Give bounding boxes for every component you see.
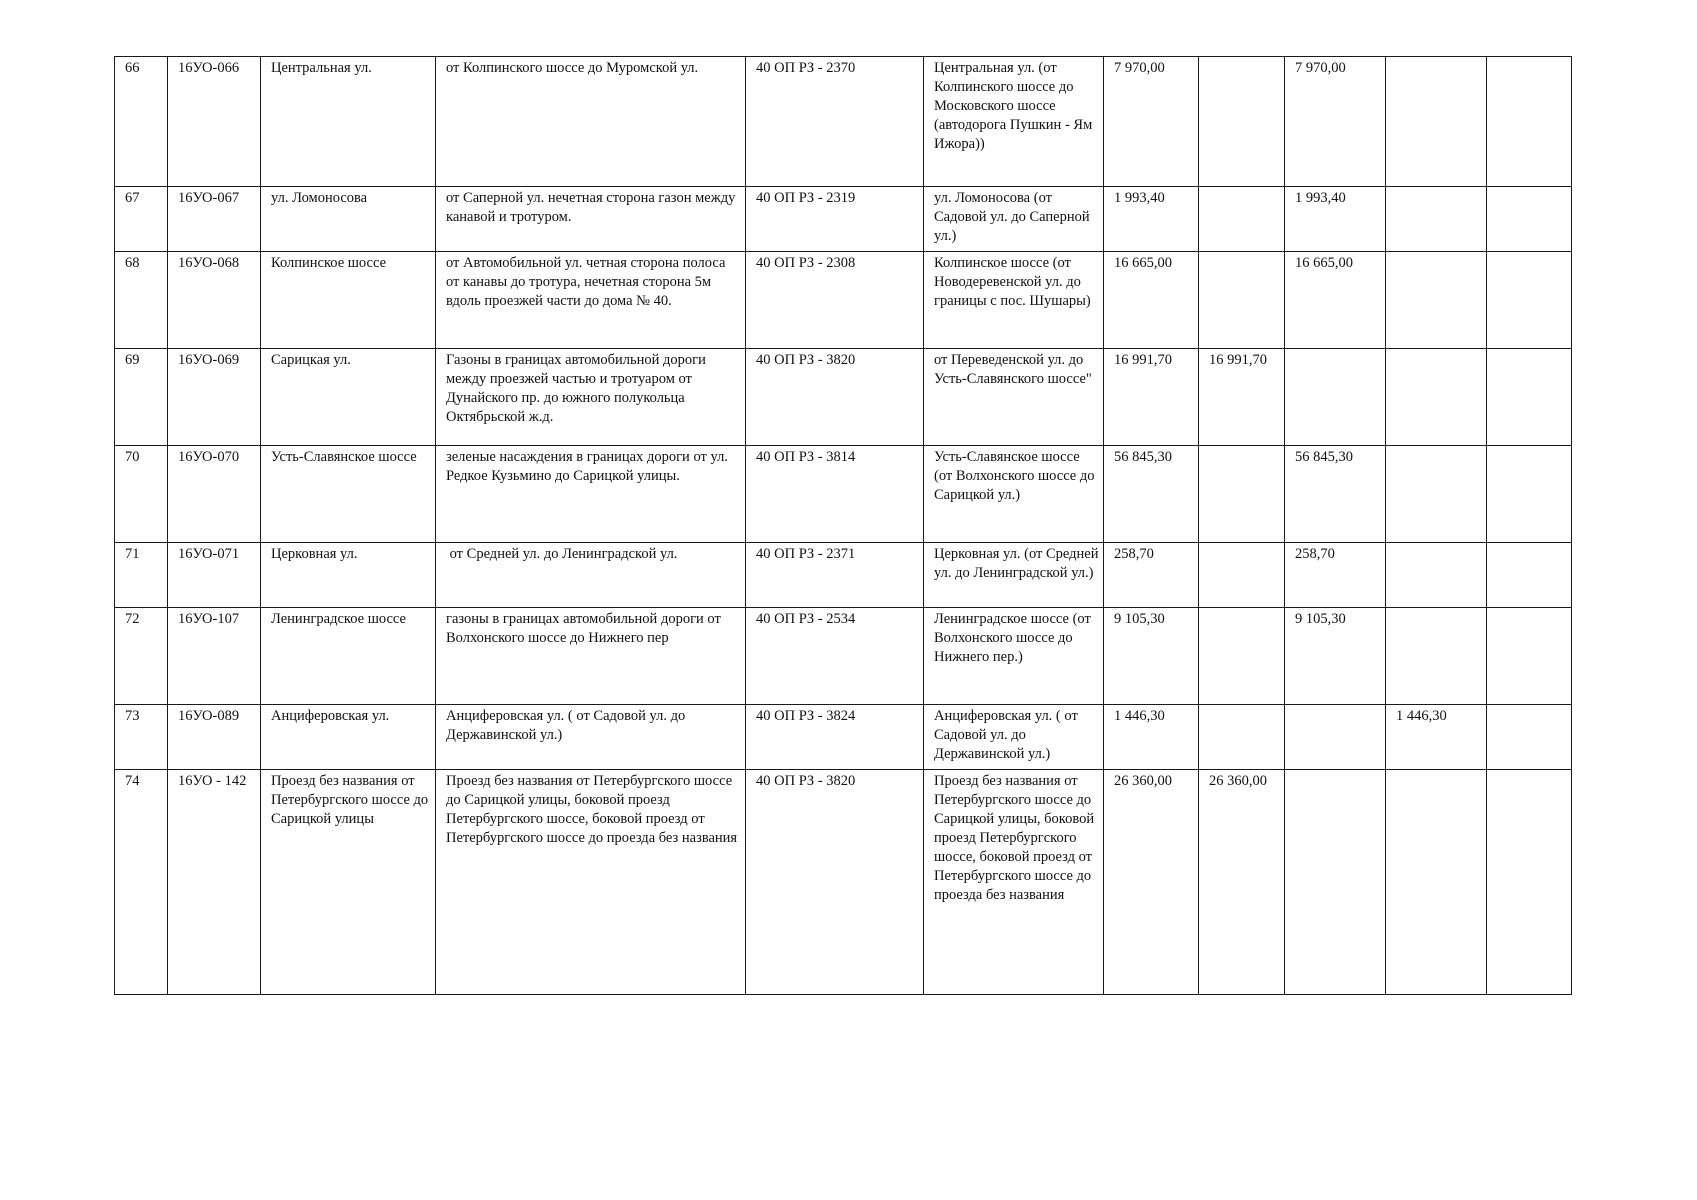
road-name: Центральная ул. (от Колпинского шоссе до Московского шоссе (автодорога Пушкин - Ям Ижора)) bbox=[924, 57, 1104, 187]
area-col-a bbox=[1199, 187, 1285, 252]
object-name: Проезд без названия от Петербургского шоссе до Сарицкой улицы bbox=[261, 770, 436, 995]
area-col-d bbox=[1487, 349, 1572, 446]
area-col-b: 7 970,00 bbox=[1285, 57, 1386, 187]
object-description: Газоны в границах автомобильной дороги между проезжей частью и тротуаром от Дунайского пр. до южного полукольца Октябрьской ж.д. bbox=[436, 349, 746, 446]
object-name: Колпинское шоссе bbox=[261, 252, 436, 349]
area-col-b: 16 665,00 bbox=[1285, 252, 1386, 349]
object-code: 16УО-068 bbox=[168, 252, 261, 349]
area-col-c: 1 446,30 bbox=[1386, 705, 1487, 770]
area-col-a bbox=[1199, 543, 1285, 608]
area-col-b bbox=[1285, 705, 1386, 770]
road-id: 40 ОП РЗ - 2308 bbox=[746, 252, 924, 349]
area-col-b bbox=[1285, 770, 1386, 995]
registry-table-body bbox=[115, 57, 1572, 995]
object-code: 16УО-107 bbox=[168, 608, 261, 705]
area-col-a bbox=[1199, 705, 1285, 770]
object-name: Центральная ул. bbox=[261, 57, 436, 187]
object-name: Анциферовская ул. bbox=[261, 705, 436, 770]
table-row bbox=[115, 57, 1572, 187]
road-name: Усть-Славянское шоссе (от Волхонского шоссе до Сарицкой ул.) bbox=[924, 446, 1104, 543]
table-row bbox=[115, 349, 1572, 446]
area-col-c bbox=[1386, 608, 1487, 705]
area-col-b: 258,70 bbox=[1285, 543, 1386, 608]
road-name: Церковная ул. (от Средней ул. до Ленинградской ул.) bbox=[924, 543, 1104, 608]
area-col-c bbox=[1386, 187, 1487, 252]
object-code: 16УО-071 bbox=[168, 543, 261, 608]
road-name: Колпинское шоссе (от Новодеревенской ул. до границы с пос. Шушары) bbox=[924, 252, 1104, 349]
area-total: 56 845,30 bbox=[1104, 446, 1199, 543]
area-col-b bbox=[1285, 349, 1386, 446]
road-id: 40 ОП РЗ - 3820 bbox=[746, 770, 924, 995]
area-col-d bbox=[1487, 446, 1572, 543]
object-name: Усть-Славянское шоссе bbox=[261, 446, 436, 543]
area-total: 16 991,70 bbox=[1104, 349, 1199, 446]
object-code: 16УО-066 bbox=[168, 57, 261, 187]
road-id: 40 ОП РЗ - 2534 bbox=[746, 608, 924, 705]
table-row bbox=[115, 446, 1572, 543]
road-id: 40 ОП РЗ - 2370 bbox=[746, 57, 924, 187]
area-col-a: 16 991,70 bbox=[1199, 349, 1285, 446]
area-col-c bbox=[1386, 446, 1487, 543]
object-description: от Колпинского шоссе до Муромской ул. bbox=[436, 57, 746, 187]
area-col-a: 26 360,00 bbox=[1199, 770, 1285, 995]
road-name: от Переведенской ул. до Усть-Славянского шоссе" bbox=[924, 349, 1104, 446]
area-col-c bbox=[1386, 770, 1487, 995]
table-row bbox=[115, 543, 1572, 608]
row-number: 66 bbox=[115, 57, 168, 187]
area-total: 7 970,00 bbox=[1104, 57, 1199, 187]
object-description: газоны в границах автомобильной дороги от Волхонского шоссе до Нижнего пер bbox=[436, 608, 746, 705]
area-total: 258,70 bbox=[1104, 543, 1199, 608]
area-total: 1 446,30 bbox=[1104, 705, 1199, 770]
table-row bbox=[115, 770, 1572, 995]
road-id: 40 ОП РЗ - 2371 bbox=[746, 543, 924, 608]
row-number: 70 bbox=[115, 446, 168, 543]
area-col-d bbox=[1487, 187, 1572, 252]
road-name: Ленинградское шоссе (от Волхонского шоссе до Нижнего пер.) bbox=[924, 608, 1104, 705]
object-description: от Саперной ул. нечетная сторона газон между канавой и тротуром. bbox=[436, 187, 746, 252]
object-code: 16УО-069 bbox=[168, 349, 261, 446]
row-number: 69 bbox=[115, 349, 168, 446]
row-number: 73 bbox=[115, 705, 168, 770]
table-row bbox=[115, 252, 1572, 349]
object-description: от Автомобильной ул. четная сторона полоса от канавы до тротура, нечетная сторона 5м вдоль проезжей части до дома № 40. bbox=[436, 252, 746, 349]
row-number: 74 bbox=[115, 770, 168, 995]
area-col-c bbox=[1386, 543, 1487, 608]
object-description: от Средней ул. до Ленинградской ул. bbox=[436, 543, 746, 608]
table-row bbox=[115, 608, 1572, 705]
road-id: 40 ОП РЗ - 3824 bbox=[746, 705, 924, 770]
area-total: 9 105,30 bbox=[1104, 608, 1199, 705]
road-name: ул. Ломоносова (от Садовой ул. до Саперной ул.) bbox=[924, 187, 1104, 252]
road-id: 40 ОП РЗ - 3814 bbox=[746, 446, 924, 543]
row-number: 72 bbox=[115, 608, 168, 705]
object-code: 16УО-089 bbox=[168, 705, 261, 770]
area-col-d bbox=[1487, 57, 1572, 187]
road-id: 40 ОП РЗ - 3820 bbox=[746, 349, 924, 446]
object-code: 16УО-070 bbox=[168, 446, 261, 543]
table-row bbox=[115, 187, 1572, 252]
area-total: 1 993,40 bbox=[1104, 187, 1199, 252]
area-col-a bbox=[1199, 252, 1285, 349]
row-number: 68 bbox=[115, 252, 168, 349]
area-col-c bbox=[1386, 252, 1487, 349]
road-id: 40 ОП РЗ - 2319 bbox=[746, 187, 924, 252]
area-col-b: 9 105,30 bbox=[1285, 608, 1386, 705]
row-number: 67 bbox=[115, 187, 168, 252]
area-col-d bbox=[1487, 705, 1572, 770]
road-name: Анциферовская ул. ( от Садовой ул. до Державинской ул.) bbox=[924, 705, 1104, 770]
area-col-a bbox=[1199, 446, 1285, 543]
object-name: Ленинградское шоссе bbox=[261, 608, 436, 705]
area-col-b: 56 845,30 bbox=[1285, 446, 1386, 543]
area-total: 16 665,00 bbox=[1104, 252, 1199, 349]
object-name: Церковная ул. bbox=[261, 543, 436, 608]
table-row bbox=[115, 705, 1572, 770]
area-col-a bbox=[1199, 608, 1285, 705]
area-col-d bbox=[1487, 543, 1572, 608]
area-col-d bbox=[1487, 608, 1572, 705]
object-description: Проезд без названия от Петербургского шоссе до Сарицкой улицы, боковой проезд Петербургского шоссе, боковой проезд от Петербургского шоссе до проезда без названия bbox=[436, 770, 746, 995]
registry-table bbox=[114, 56, 1572, 995]
object-name: ул. Ломоносова bbox=[261, 187, 436, 252]
object-description: зеленые насаждения в границах дороги от ул. Редкое Кузьмино до Сарицкой улицы. bbox=[436, 446, 746, 543]
road-name: Проезд без названия от Петербургского шоссе до Сарицкой улицы, боковой проезд Петербургского шоссе, боковой проезд от Петербургского шоссе до проезда без названия bbox=[924, 770, 1104, 995]
object-code: 16УО-067 bbox=[168, 187, 261, 252]
object-name: Сарицкая ул. bbox=[261, 349, 436, 446]
area-col-b: 1 993,40 bbox=[1285, 187, 1386, 252]
area-col-d bbox=[1487, 770, 1572, 995]
object-description: Анциферовская ул. ( от Садовой ул. до Державинской ул.) bbox=[436, 705, 746, 770]
area-total: 26 360,00 bbox=[1104, 770, 1199, 995]
area-col-d bbox=[1487, 252, 1572, 349]
area-col-c bbox=[1386, 57, 1487, 187]
area-col-c bbox=[1386, 349, 1487, 446]
area-col-a bbox=[1199, 57, 1285, 187]
row-number: 71 bbox=[115, 543, 168, 608]
object-code: 16УО - 142 bbox=[168, 770, 261, 995]
